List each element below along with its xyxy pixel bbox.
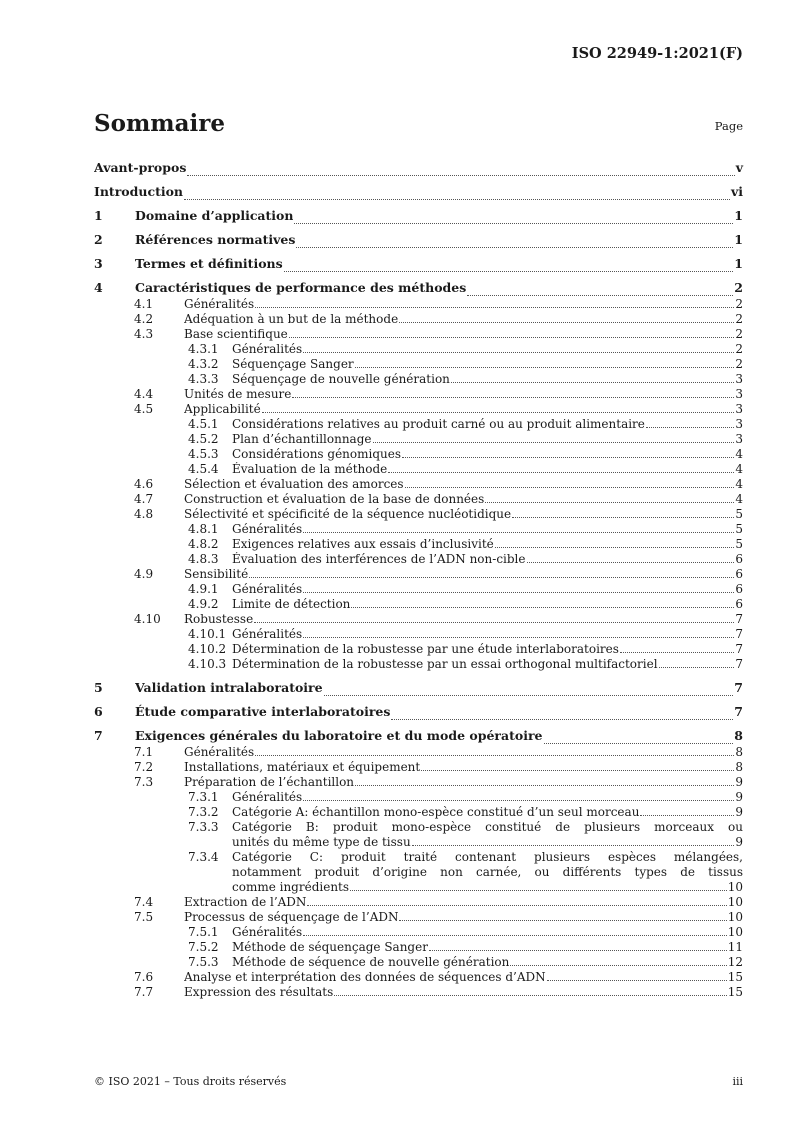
toc-entry-page: 3	[735, 432, 743, 446]
dot-leader	[303, 352, 734, 353]
toc-entry[interactable]	[94, 204, 743, 228]
toc-entry-label: Sélection et évaluation des amorces	[184, 477, 404, 491]
toc-entry[interactable]	[94, 432, 743, 447]
toc-entry-page: 2	[735, 312, 743, 326]
dot-leader	[254, 622, 734, 623]
dot-leader	[262, 412, 735, 413]
toc-entry-label: Évaluation des interférences de l’ADN non-cible	[232, 552, 526, 566]
toc-entry-label: Généralités	[232, 627, 303, 641]
dot-leader	[388, 472, 734, 473]
toc-entry[interactable]	[94, 597, 743, 612]
toc-entry[interactable]	[94, 940, 743, 955]
toc-entry[interactable]	[94, 417, 743, 432]
toc-entry[interactable]	[94, 775, 743, 790]
dot-leader	[412, 845, 735, 846]
toc-entry-label: Applicabilité	[184, 402, 261, 416]
toc-entry-label: Méthode de séquençage Sanger	[232, 940, 428, 954]
toc-entry-page: 9	[735, 805, 743, 819]
toc-entry[interactable]	[94, 252, 743, 276]
toc-entry-number: 4	[94, 280, 103, 295]
toc-entry-number: 7.7	[134, 985, 154, 999]
toc-entry-number: 5	[94, 680, 103, 695]
dot-leader	[303, 592, 734, 593]
toc-entry-label: Robustesse	[184, 612, 254, 626]
toc-entry[interactable]	[94, 805, 743, 820]
dot-leader	[405, 487, 735, 488]
dot-leader	[307, 905, 726, 906]
toc-entry-label: Exigences relatives aux essais d’inclusivité	[232, 537, 494, 551]
toc-entry-number: 6	[94, 704, 103, 719]
toc-entry-number: 7.3.4	[188, 850, 219, 864]
toc-entry-number: 4.3.3	[188, 372, 219, 386]
toc-entry[interactable]	[94, 387, 743, 402]
toc-entry-number: 7.2	[134, 760, 154, 774]
toc-entry-number: 4.8.3	[188, 552, 219, 566]
toc-entry-label-line: comme ingrédients	[232, 880, 350, 894]
toc-entry-number: 4.6	[134, 477, 154, 491]
toc-entry-page: vi	[730, 184, 743, 199]
toc-entry-page: 7	[735, 627, 743, 641]
dot-leader	[512, 517, 734, 518]
toc-entry[interactable]	[94, 492, 743, 507]
toc-entry-page: 6	[735, 567, 743, 581]
dot-leader	[351, 607, 734, 608]
dot-leader	[284, 271, 734, 272]
dot-leader	[292, 397, 734, 398]
toc-entry-number: 7.5	[134, 910, 154, 924]
toc-entry-page: 3	[735, 417, 743, 431]
toc-entry-number: 3	[94, 256, 103, 271]
toc-entry-number: 7.3.1	[188, 790, 219, 804]
toc-entry[interactable]	[94, 627, 743, 642]
dot-leader	[355, 367, 735, 368]
toc-entry-page: 4	[735, 462, 743, 476]
toc-entry[interactable]	[94, 552, 743, 567]
toc-entry-number: 4.8	[134, 507, 154, 521]
toc-entry-page: 10	[727, 910, 743, 924]
toc-entry-label: Base scientifique	[184, 327, 288, 341]
toc-entry-page: 10	[727, 880, 743, 894]
dot-leader	[296, 247, 733, 248]
toc-entry-label: Introduction	[94, 184, 184, 199]
toc-entry-label: Domaine d’application	[135, 208, 294, 223]
toc-entry-label: Généralités	[232, 790, 303, 804]
dot-leader	[510, 965, 726, 966]
toc-entry-label: Catégorie A: échantillon mono-espèce constitué d’un seul morceau	[232, 805, 640, 819]
toc-entry-label: Séquençage de nouvelle génération	[232, 372, 450, 386]
toc-entry-label: Sélectivité et spécificité de la séquence nucléotidique	[184, 507, 512, 521]
dot-leader	[187, 175, 734, 176]
toc-entry-number: 4.5.1	[188, 417, 219, 431]
toc-entry-number: 4.10.3	[188, 657, 227, 671]
toc-entry-page: 8	[735, 745, 743, 759]
dot-leader	[640, 815, 734, 816]
dot-leader	[184, 199, 730, 200]
toc-entry-page: 7	[734, 704, 743, 719]
toc-entry-label: Étude comparative interlaboratoires	[135, 704, 391, 719]
toc-entry[interactable]	[94, 657, 743, 672]
toc-entry-label: Détermination de la robustesse par une étude interlaboratoires	[232, 642, 619, 656]
toc-entry-label: Adéquation à un but de la méthode	[184, 312, 399, 326]
toc-entry[interactable]	[94, 537, 743, 552]
page-number: iii	[732, 1075, 743, 1088]
toc-entry-label: Généralités	[184, 745, 255, 759]
dot-leader	[373, 442, 735, 443]
toc-entry-number: 4.3.1	[188, 342, 219, 356]
toc-entry-label: Généralités	[184, 297, 255, 311]
dot-leader	[402, 457, 734, 458]
toc-entry-page: 2	[735, 342, 743, 356]
toc-entry[interactable]	[94, 228, 743, 252]
toc-entry[interactable]	[94, 895, 743, 910]
toc-entry[interactable]	[94, 402, 743, 417]
toc-entry[interactable]	[94, 462, 743, 477]
dot-leader	[399, 322, 734, 323]
dot-leader	[646, 427, 734, 428]
toc-entry-page: 1	[734, 256, 743, 271]
toc-entry-label: Processus de séquençage de l’ADN	[184, 910, 399, 924]
toc-entry[interactable]	[94, 642, 743, 657]
dot-leader	[399, 920, 726, 921]
toc-entry-page: 3	[735, 387, 743, 401]
toc-entry-page: 9	[735, 775, 743, 789]
toc-entry-label-line: unités du même type de tissu	[232, 835, 411, 849]
toc-entry-page: 7	[735, 612, 743, 626]
toc-entry-number: 7.3	[134, 775, 154, 789]
toc-entry-page: 11	[727, 940, 743, 954]
toc-entry-label: Généralités	[232, 925, 303, 939]
toc-entry[interactable]	[94, 567, 743, 582]
toc-entry-page: 8	[735, 760, 743, 774]
toc-entry-label: Préparation de l’échantillon	[184, 775, 355, 789]
toc-entry-number: 7.5.2	[188, 940, 219, 954]
toc-entry-page: 15	[727, 985, 743, 999]
dot-leader	[249, 577, 734, 578]
toc-entry-number: 4.8.2	[188, 537, 219, 551]
toc-entry-label: Installations, matériaux et équipement	[184, 760, 421, 774]
toc-entry-number: 4.9	[134, 567, 154, 581]
dot-leader	[429, 950, 727, 951]
toc-entry-number: 4.7	[134, 492, 154, 506]
toc-entry-label: Expression des résultats	[184, 985, 334, 999]
document-id: ISO 22949-1:2021(F)	[571, 45, 743, 62]
dot-leader	[659, 667, 735, 668]
toc-entry-label: Caractéristiques de performance des méthodes	[135, 280, 467, 295]
toc-entry[interactable]	[94, 156, 743, 180]
toc-entry-page: 6	[735, 597, 743, 611]
toc-entry-number: 1	[94, 208, 103, 223]
dot-leader	[544, 743, 734, 744]
page-column-label: Page	[714, 119, 743, 133]
toc-entry-label: Extraction de l’ADN	[184, 895, 307, 909]
toc-entry-page: 15	[727, 970, 743, 984]
toc-entry[interactable]	[94, 342, 743, 357]
dot-leader	[495, 547, 735, 548]
toc-entry-number: 4.10	[134, 612, 161, 626]
toc-entry-page: 5	[735, 522, 743, 536]
toc-entry-number: 7.5.3	[188, 955, 219, 969]
toc-entry-label: Séquençage Sanger	[232, 357, 354, 371]
toc-entry-page: 4	[735, 477, 743, 491]
page-title: Sommaire	[94, 110, 226, 137]
toc-entry-label: Considérations relatives au produit carné ou au produit alimentaire	[232, 417, 645, 431]
toc-entry-page: 7	[734, 680, 743, 695]
dot-leader	[303, 935, 727, 936]
toc-entry-page: 6	[735, 582, 743, 596]
toc-entry[interactable]	[94, 676, 743, 700]
toc-entry-label: Construction et évaluation de la base de données	[184, 492, 485, 506]
toc-entry-page: 6	[735, 552, 743, 566]
toc-entry-label: Références normatives	[135, 232, 296, 247]
toc-entry-label: Considérations génomiques	[232, 447, 402, 461]
toc-entry-page: 8	[734, 728, 743, 743]
dot-leader	[324, 695, 734, 696]
toc-entry-number: 4.10.1	[188, 627, 227, 641]
toc-entry-label: Sensibilité	[184, 567, 249, 581]
toc-entry[interactable]	[94, 312, 743, 327]
toc-entry-label: Évaluation de la méthode	[232, 462, 388, 476]
toc-entry-label: Plan d’échantillonnage	[232, 432, 372, 446]
toc-entry-label: Généralités	[232, 522, 303, 536]
toc-entry-number: 7.5.1	[188, 925, 219, 939]
toc-entry-page: 1	[734, 232, 743, 247]
toc-entry-number: 4.9.2	[188, 597, 219, 611]
toc-entry-page: 10	[727, 925, 743, 939]
toc-entry[interactable]	[94, 985, 743, 1000]
toc-entry[interactable]	[94, 925, 743, 940]
toc-entry-label: Limite de détection	[232, 597, 351, 611]
toc-entry[interactable]	[94, 970, 743, 985]
toc-entry-number: 4.3.2	[188, 357, 219, 371]
dot-leader	[303, 532, 734, 533]
toc-entry[interactable]	[94, 357, 743, 372]
toc-entry-label: Unités de mesure	[184, 387, 292, 401]
toc-entry[interactable]	[94, 327, 743, 342]
toc-entry-label: Termes et définitions	[135, 256, 283, 271]
toc-entry-number: 4.5.2	[188, 432, 219, 446]
toc-entry-page: 9	[735, 835, 743, 849]
toc-entry-page: v	[735, 160, 743, 175]
toc-entry-label: Généralités	[232, 582, 303, 596]
toc-entry-page: 7	[735, 657, 743, 671]
toc-entry-page: 4	[735, 492, 743, 506]
dot-leader	[467, 295, 733, 296]
toc-entry[interactable]	[94, 820, 743, 850]
toc-entry-number: 4.3	[134, 327, 154, 341]
toc-entry-number: 7.6	[134, 970, 154, 984]
toc-entry-number: 4.5	[134, 402, 154, 416]
toc-entry[interactable]	[94, 850, 743, 895]
toc-entry-number: 7.4	[134, 895, 154, 909]
toc-entry-number: 4.2	[134, 312, 154, 326]
toc-entry-number: 4.5.3	[188, 447, 219, 461]
toc-entry-label: Exigences générales du laboratoire et du mode opératoire	[135, 728, 543, 743]
toc-entry-label: Généralités	[232, 342, 303, 356]
toc-entry-page: 2	[735, 327, 743, 341]
toc-entry[interactable]	[94, 372, 743, 387]
toc-entry-page: 7	[735, 642, 743, 656]
toc-entry-label: Validation intralaboratoire	[135, 680, 323, 695]
dot-leader	[620, 652, 734, 653]
dot-leader	[451, 382, 734, 383]
dot-leader	[350, 890, 727, 891]
dot-leader	[294, 223, 733, 224]
toc-entry-label-line: Catégorie C: produit traité contenant plusieurs espèces mélangées,	[232, 850, 743, 864]
dot-leader	[255, 755, 734, 756]
dot-leader	[355, 785, 734, 786]
toc-entry-page: 3	[735, 372, 743, 386]
dot-leader	[391, 719, 733, 720]
toc-entry-number: 4.5.4	[188, 462, 219, 476]
toc-entry-page: 2	[735, 297, 743, 311]
toc-entry[interactable]	[94, 760, 743, 775]
toc-entry[interactable]	[94, 447, 743, 462]
dot-leader	[547, 980, 727, 981]
toc-entry-number: 7.1	[134, 745, 154, 759]
toc-entry-number: 4.4	[134, 387, 154, 401]
toc-entry[interactable]	[94, 582, 743, 597]
toc-entry[interactable]	[94, 477, 743, 492]
toc-entry[interactable]	[94, 612, 743, 627]
toc-entry[interactable]	[94, 507, 743, 522]
toc-entry-label: Analyse et interprétation des données de séquences d’ADN	[184, 970, 546, 984]
dot-leader	[527, 562, 735, 563]
toc-entry-number: 4.10.2	[188, 642, 227, 656]
toc-entry-number: 2	[94, 232, 103, 247]
toc-entry-number: 4.9.1	[188, 582, 219, 596]
toc-entry-label: Détermination de la robustesse par un essai orthogonal multifactoriel	[232, 657, 658, 671]
toc-entry-page: 9	[735, 790, 743, 804]
dot-leader	[255, 307, 734, 308]
toc-entry-label-line: notamment produit d’origine non carnée, ou différents types de tissus	[232, 865, 743, 879]
table-of-contents	[94, 156, 743, 1000]
toc-entry-page: 4	[735, 447, 743, 461]
dot-leader	[303, 637, 734, 638]
toc-entry-page: 2	[735, 357, 743, 371]
toc-entry-number: 4.8.1	[188, 522, 219, 536]
toc-entry[interactable]	[94, 180, 743, 204]
copyright-notice: © ISO 2021 – Tous droits réservés	[94, 1075, 287, 1088]
toc-entry-page: 5	[735, 537, 743, 551]
toc-entry[interactable]	[94, 910, 743, 925]
toc-entry[interactable]	[94, 955, 743, 970]
toc-entry-page: 2	[734, 280, 743, 295]
toc-entry-page: 1	[734, 208, 743, 223]
toc-entry-page: 5	[735, 507, 743, 521]
dot-leader	[334, 995, 726, 996]
toc-entry[interactable]	[94, 700, 743, 724]
toc-entry-page: 3	[735, 402, 743, 416]
dot-leader	[485, 502, 734, 503]
toc-entry-page: 12	[727, 955, 743, 969]
dot-leader	[289, 337, 735, 338]
toc-entry-number: 7.3.2	[188, 805, 219, 819]
toc-entry-number: 7.3.3	[188, 820, 219, 834]
toc-entry-label: Avant-propos	[94, 160, 187, 175]
toc-entry-label: Méthode de séquence de nouvelle génération	[232, 955, 510, 969]
toc-entry-number: 7	[94, 728, 103, 743]
toc-entry-number: 4.1	[134, 297, 154, 311]
toc-entry[interactable]	[94, 522, 743, 537]
toc-entry-label-line: Catégorie B: produit mono-espèce constitué de plusieurs morceaux ou	[232, 820, 743, 834]
dot-leader	[421, 770, 734, 771]
toc-entry-page: 10	[727, 895, 743, 909]
dot-leader	[303, 800, 734, 801]
toc-entry[interactable]	[94, 790, 743, 805]
